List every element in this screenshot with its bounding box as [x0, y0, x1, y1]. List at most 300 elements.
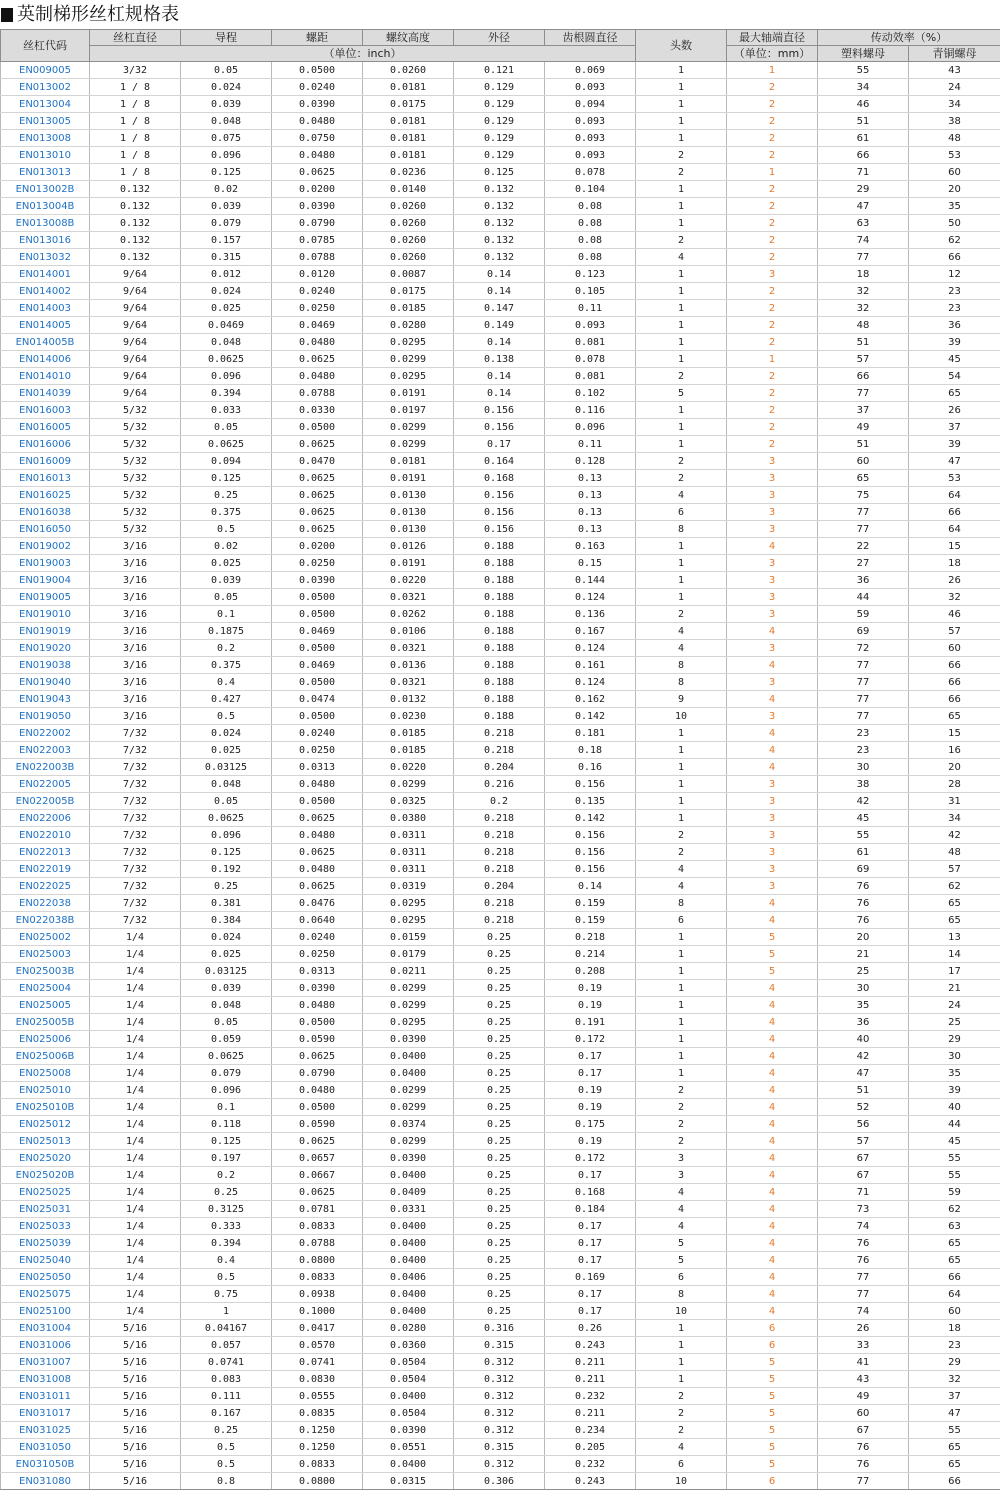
cell-outer-diameter: 0.156 [454, 402, 545, 419]
cell-max-shaft: 3 [727, 674, 818, 691]
cell-bronze-efficiency: 54 [909, 368, 1000, 385]
cell-max-shaft: 1 [727, 164, 818, 181]
cell-thread-height: 0.0299 [363, 351, 454, 368]
cell-max-shaft: 2 [727, 249, 818, 266]
cell-code: EN014002 [1, 283, 90, 300]
cell-plastic-efficiency: 60 [818, 453, 909, 470]
cell-bronze-efficiency: 63 [909, 1218, 1000, 1235]
cell-outer-diameter: 0.25 [454, 1082, 545, 1099]
cell-max-shaft: 2 [727, 419, 818, 436]
cell-starts: 1 [636, 929, 727, 946]
cell-thread-height: 0.0331 [363, 1201, 454, 1218]
cell-root-diameter: 0.081 [545, 368, 636, 385]
cell-diameter: 7/32 [90, 861, 181, 878]
cell-pitch: 0.0240 [272, 929, 363, 946]
cell-lead: 0.039 [181, 572, 272, 589]
cell-starts: 1 [636, 1320, 727, 1337]
header-pitch: 螺距 [272, 30, 363, 46]
cell-max-shaft: 5 [727, 1354, 818, 1371]
cell-plastic-efficiency: 67 [818, 1150, 909, 1167]
cell-outer-diameter: 0.156 [454, 487, 545, 504]
cell-starts: 4 [636, 861, 727, 878]
cell-bronze-efficiency: 37 [909, 1388, 1000, 1405]
cell-code: EN013013 [1, 164, 90, 181]
cell-code: EN031008 [1, 1371, 90, 1388]
cell-pitch: 0.0500 [272, 1014, 363, 1031]
cell-plastic-efficiency: 75 [818, 487, 909, 504]
cell-diameter: 3/16 [90, 606, 181, 623]
cell-root-diameter: 0.136 [545, 606, 636, 623]
cell-max-shaft: 5 [727, 946, 818, 963]
cell-thread-height: 0.0374 [363, 1116, 454, 1133]
cell-diameter: 3/16 [90, 623, 181, 640]
cell-root-diameter: 0.116 [545, 402, 636, 419]
cell-thread-height: 0.0236 [363, 164, 454, 181]
cell-diameter: 3/16 [90, 640, 181, 657]
cell-root-diameter: 0.105 [545, 283, 636, 300]
cell-thread-height: 0.0319 [363, 878, 454, 895]
cell-code: EN025010 [1, 1082, 90, 1099]
cell-thread-height: 0.0400 [363, 1286, 454, 1303]
cell-diameter: 5/16 [90, 1337, 181, 1354]
cell-diameter: 3/32 [90, 62, 181, 79]
cell-diameter: 9/64 [90, 317, 181, 334]
cell-max-shaft: 2 [727, 385, 818, 402]
cell-code: EN014005 [1, 317, 90, 334]
cell-lead: 0.5 [181, 1269, 272, 1286]
cell-root-diameter: 0.156 [545, 861, 636, 878]
table-row [1, 266, 1000, 283]
cell-plastic-efficiency: 44 [818, 589, 909, 606]
cell-thread-height: 0.0175 [363, 283, 454, 300]
cell-bronze-efficiency: 14 [909, 946, 1000, 963]
cell-plastic-efficiency: 18 [818, 266, 909, 283]
cell-diameter: 1/4 [90, 1303, 181, 1320]
cell-pitch: 0.0240 [272, 283, 363, 300]
table-row [1, 980, 1000, 997]
cell-max-shaft: 4 [727, 895, 818, 912]
cell-root-diameter: 0.19 [545, 1133, 636, 1150]
cell-thread-height: 0.0211 [363, 963, 454, 980]
cell-starts: 5 [636, 1235, 727, 1252]
cell-diameter: 0.132 [90, 215, 181, 232]
cell-max-shaft: 4 [727, 1116, 818, 1133]
cell-max-shaft: 2 [727, 300, 818, 317]
cell-starts: 6 [636, 504, 727, 521]
cell-outer-diameter: 0.312 [454, 1371, 545, 1388]
cell-thread-height: 0.0315 [363, 1473, 454, 1490]
cell-pitch: 0.0250 [272, 946, 363, 963]
cell-diameter: 1 / 8 [90, 130, 181, 147]
cell-pitch: 0.0790 [272, 1065, 363, 1082]
cell-plastic-efficiency: 76 [818, 878, 909, 895]
cell-outer-diameter: 0.25 [454, 1133, 545, 1150]
cell-root-diameter: 0.102 [545, 385, 636, 402]
cell-diameter: 5/32 [90, 487, 181, 504]
cell-lead: 0.333 [181, 1218, 272, 1235]
cell-root-diameter: 0.13 [545, 521, 636, 538]
cell-plastic-efficiency: 57 [818, 1133, 909, 1150]
cell-diameter: 1 / 8 [90, 147, 181, 164]
cell-plastic-efficiency: 71 [818, 164, 909, 181]
cell-starts: 1 [636, 538, 727, 555]
cell-starts: 1 [636, 793, 727, 810]
table-row [1, 249, 1000, 266]
cell-plastic-efficiency: 60 [818, 1405, 909, 1422]
cell-outer-diameter: 0.25 [454, 1286, 545, 1303]
cell-root-diameter: 0.218 [545, 929, 636, 946]
table-row [1, 793, 1000, 810]
cell-max-shaft: 3 [727, 640, 818, 657]
cell-outer-diameter: 0.306 [454, 1473, 545, 1490]
table-row [1, 1235, 1000, 1252]
cell-starts: 1 [636, 181, 727, 198]
table-row [1, 130, 1000, 147]
cell-outer-diameter: 0.25 [454, 1048, 545, 1065]
cell-thread-height: 0.0400 [363, 1065, 454, 1082]
cell-thread-height: 0.0130 [363, 504, 454, 521]
cell-outer-diameter: 0.204 [454, 878, 545, 895]
cell-root-diameter: 0.094 [545, 96, 636, 113]
cell-pitch: 0.0625 [272, 164, 363, 181]
table-row [1, 878, 1000, 895]
cell-diameter: 3/16 [90, 657, 181, 674]
cell-starts: 6 [636, 1269, 727, 1286]
cell-outer-diameter: 0.316 [454, 1320, 545, 1337]
cell-outer-diameter: 0.218 [454, 895, 545, 912]
cell-code: EN031080 [1, 1473, 90, 1490]
cell-lead: 0.025 [181, 946, 272, 963]
cell-outer-diameter: 0.188 [454, 572, 545, 589]
cell-pitch: 0.0625 [272, 1184, 363, 1201]
cell-starts: 8 [636, 1286, 727, 1303]
cell-plastic-efficiency: 63 [818, 215, 909, 232]
cell-bronze-efficiency: 60 [909, 640, 1000, 657]
cell-plastic-efficiency: 77 [818, 504, 909, 521]
cell-pitch: 0.1000 [272, 1303, 363, 1320]
cell-thread-height: 0.0130 [363, 521, 454, 538]
cell-max-shaft: 3 [727, 827, 818, 844]
table-row [1, 538, 1000, 555]
cell-max-shaft: 1 [727, 62, 818, 79]
cell-outer-diameter: 0.188 [454, 555, 545, 572]
cell-plastic-efficiency: 33 [818, 1337, 909, 1354]
cell-plastic-efficiency: 36 [818, 572, 909, 589]
cell-code: EN016006 [1, 436, 90, 453]
cell-lead: 0.4 [181, 1252, 272, 1269]
cell-lead: 0.024 [181, 283, 272, 300]
cell-starts: 1 [636, 283, 727, 300]
cell-plastic-efficiency: 51 [818, 436, 909, 453]
cell-pitch: 0.0480 [272, 1082, 363, 1099]
cell-code: EN025020 [1, 1150, 90, 1167]
cell-pitch: 0.0500 [272, 793, 363, 810]
cell-thread-height: 0.0360 [363, 1337, 454, 1354]
cell-outer-diameter: 0.218 [454, 861, 545, 878]
cell-starts: 1 [636, 62, 727, 79]
cell-diameter: 7/32 [90, 878, 181, 895]
cell-diameter: 7/32 [90, 810, 181, 827]
cell-pitch: 0.0313 [272, 759, 363, 776]
cell-lead: 0.079 [181, 1065, 272, 1082]
cell-outer-diameter: 0.14 [454, 266, 545, 283]
cell-lead: 0.167 [181, 1405, 272, 1422]
cell-thread-height: 0.0087 [363, 266, 454, 283]
cell-root-diameter: 0.19 [545, 997, 636, 1014]
cell-code: EN013008B [1, 215, 90, 232]
table-row [1, 1048, 1000, 1065]
cell-starts: 1 [636, 96, 727, 113]
cell-thread-height: 0.0280 [363, 1320, 454, 1337]
cell-diameter: 1 / 8 [90, 113, 181, 130]
table-row [1, 776, 1000, 793]
cell-diameter: 3/16 [90, 555, 181, 572]
cell-root-diameter: 0.169 [545, 1269, 636, 1286]
cell-code: EN013002 [1, 79, 90, 96]
cell-max-shaft: 3 [727, 844, 818, 861]
table-row [1, 895, 1000, 912]
cell-bronze-efficiency: 65 [909, 1456, 1000, 1473]
cell-max-shaft: 2 [727, 198, 818, 215]
cell-max-shaft: 3 [727, 878, 818, 895]
cell-code: EN022006 [1, 810, 90, 827]
cell-code: EN016025 [1, 487, 90, 504]
cell-outer-diameter: 0.2 [454, 793, 545, 810]
cell-pitch: 0.0667 [272, 1167, 363, 1184]
cell-lead: 0.1 [181, 606, 272, 623]
cell-lead: 0.024 [181, 929, 272, 946]
cell-lead: 0.083 [181, 1371, 272, 1388]
cell-root-diameter: 0.13 [545, 504, 636, 521]
cell-max-shaft: 2 [727, 181, 818, 198]
cell-starts: 2 [636, 1099, 727, 1116]
cell-code: EN022038 [1, 895, 90, 912]
cell-bronze-efficiency: 64 [909, 487, 1000, 504]
table-row [1, 1116, 1000, 1133]
cell-plastic-efficiency: 77 [818, 1269, 909, 1286]
cell-max-shaft: 4 [727, 759, 818, 776]
cell-lead: 0.0625 [181, 1048, 272, 1065]
cell-max-shaft: 4 [727, 1286, 818, 1303]
cell-code: EN022002 [1, 725, 90, 742]
cell-pitch: 0.0500 [272, 62, 363, 79]
cell-code: EN014006 [1, 351, 90, 368]
cell-plastic-efficiency: 74 [818, 1303, 909, 1320]
cell-lead: 0.075 [181, 130, 272, 147]
table-row [1, 1269, 1000, 1286]
cell-thread-height: 0.0185 [363, 742, 454, 759]
cell-max-shaft: 2 [727, 215, 818, 232]
cell-max-shaft: 2 [727, 402, 818, 419]
cell-outer-diameter: 0.129 [454, 96, 545, 113]
cell-bronze-efficiency: 20 [909, 181, 1000, 198]
cell-root-diameter: 0.167 [545, 623, 636, 640]
cell-code: EN025050 [1, 1269, 90, 1286]
cell-pitch: 0.0250 [272, 555, 363, 572]
table-row [1, 147, 1000, 164]
cell-bronze-efficiency: 62 [909, 878, 1000, 895]
cell-lead: 0.118 [181, 1116, 272, 1133]
cell-max-shaft: 5 [727, 963, 818, 980]
table-row [1, 1303, 1000, 1320]
cell-thread-height: 0.0260 [363, 232, 454, 249]
cell-outer-diameter: 0.312 [454, 1354, 545, 1371]
cell-lead: 0.094 [181, 453, 272, 470]
cell-plastic-efficiency: 51 [818, 113, 909, 130]
cell-plastic-efficiency: 74 [818, 1218, 909, 1235]
cell-max-shaft: 3 [727, 776, 818, 793]
cell-root-diameter: 0.135 [545, 793, 636, 810]
cell-thread-height: 0.0132 [363, 691, 454, 708]
cell-bronze-efficiency: 40 [909, 1099, 1000, 1116]
cell-pitch: 0.0200 [272, 538, 363, 555]
cell-bronze-efficiency: 36 [909, 317, 1000, 334]
cell-outer-diameter: 0.25 [454, 1099, 545, 1116]
cell-outer-diameter: 0.25 [454, 1065, 545, 1082]
cell-plastic-efficiency: 21 [818, 946, 909, 963]
cell-lead: 0.125 [181, 470, 272, 487]
table-row [1, 844, 1000, 861]
cell-max-shaft: 3 [727, 555, 818, 572]
cell-bronze-efficiency: 12 [909, 266, 1000, 283]
cell-diameter: 9/64 [90, 300, 181, 317]
cell-outer-diameter: 0.129 [454, 79, 545, 96]
cell-root-diameter: 0.15 [545, 555, 636, 572]
cell-pitch: 0.0500 [272, 589, 363, 606]
cell-starts: 8 [636, 657, 727, 674]
header-diameter: 丝杠直径 [90, 30, 181, 46]
table-row [1, 436, 1000, 453]
cell-diameter: 1/4 [90, 929, 181, 946]
cell-bronze-efficiency: 66 [909, 1269, 1000, 1286]
cell-plastic-efficiency: 76 [818, 895, 909, 912]
cell-thread-height: 0.0400 [363, 1303, 454, 1320]
table-row [1, 232, 1000, 249]
cell-starts: 1 [636, 113, 727, 130]
cell-pitch: 0.0480 [272, 827, 363, 844]
cell-lead: 0.5 [181, 708, 272, 725]
cell-outer-diameter: 0.188 [454, 674, 545, 691]
cell-bronze-efficiency: 23 [909, 300, 1000, 317]
cell-outer-diameter: 0.138 [454, 351, 545, 368]
cell-plastic-efficiency: 38 [818, 776, 909, 793]
cell-root-diameter: 0.17 [545, 1235, 636, 1252]
cell-max-shaft: 4 [727, 742, 818, 759]
cell-lead: 0.5 [181, 1456, 272, 1473]
cell-code: EN019038 [1, 657, 90, 674]
cell-root-diameter: 0.078 [545, 164, 636, 181]
cell-max-shaft: 3 [727, 572, 818, 589]
cell-root-diameter: 0.08 [545, 249, 636, 266]
cell-plastic-efficiency: 35 [818, 997, 909, 1014]
cell-starts: 2 [636, 844, 727, 861]
cell-outer-diameter: 0.188 [454, 623, 545, 640]
cell-outer-diameter: 0.121 [454, 62, 545, 79]
cell-root-diameter: 0.069 [545, 62, 636, 79]
cell-starts: 1 [636, 198, 727, 215]
cell-plastic-efficiency: 71 [818, 1184, 909, 1201]
cell-pitch: 0.0790 [272, 215, 363, 232]
table-row [1, 1439, 1000, 1456]
cell-pitch: 0.0390 [272, 980, 363, 997]
cell-thread-height: 0.0299 [363, 1133, 454, 1150]
cell-code: EN016013 [1, 470, 90, 487]
cell-starts: 3 [636, 1150, 727, 1167]
cell-thread-height: 0.0321 [363, 589, 454, 606]
cell-code: EN022013 [1, 844, 90, 861]
cell-lead: 0.3125 [181, 1201, 272, 1218]
cell-outer-diameter: 0.25 [454, 1252, 545, 1269]
table-row [1, 657, 1000, 674]
cell-root-diameter: 0.232 [545, 1388, 636, 1405]
cell-thread-height: 0.0220 [363, 572, 454, 589]
cell-lead: 0.157 [181, 232, 272, 249]
cell-outer-diameter: 0.315 [454, 1439, 545, 1456]
cell-plastic-efficiency: 42 [818, 793, 909, 810]
cell-max-shaft: 4 [727, 912, 818, 929]
cell-pitch: 0.0330 [272, 402, 363, 419]
cell-lead: 0.05 [181, 1014, 272, 1031]
cell-lead: 0.05 [181, 419, 272, 436]
cell-pitch: 0.0480 [272, 147, 363, 164]
cell-lead: 0.048 [181, 334, 272, 351]
cell-max-shaft: 4 [727, 1031, 818, 1048]
cell-bronze-efficiency: 66 [909, 691, 1000, 708]
cell-root-diameter: 0.124 [545, 640, 636, 657]
cell-pitch: 0.0313 [272, 963, 363, 980]
cell-diameter: 1/4 [90, 1031, 181, 1048]
cell-starts: 1 [636, 351, 727, 368]
cell-diameter: 7/32 [90, 895, 181, 912]
table-row [1, 368, 1000, 385]
cell-root-diameter: 0.26 [545, 1320, 636, 1337]
cell-outer-diameter: 0.17 [454, 436, 545, 453]
cell-thread-height: 0.0191 [363, 470, 454, 487]
cell-max-shaft: 4 [727, 1218, 818, 1235]
cell-plastic-efficiency: 65 [818, 470, 909, 487]
cell-max-shaft: 3 [727, 487, 818, 504]
cell-pitch: 0.0590 [272, 1031, 363, 1048]
cell-thread-height: 0.0220 [363, 759, 454, 776]
cell-diameter: 5/32 [90, 521, 181, 538]
cell-starts: 1 [636, 997, 727, 1014]
cell-code: EN013010 [1, 147, 90, 164]
cell-plastic-efficiency: 77 [818, 1286, 909, 1303]
cell-thread-height: 0.0299 [363, 1082, 454, 1099]
cell-plastic-efficiency: 32 [818, 283, 909, 300]
cell-bronze-efficiency: 23 [909, 283, 1000, 300]
cell-starts: 2 [636, 1116, 727, 1133]
cell-bronze-efficiency: 20 [909, 759, 1000, 776]
cell-code: EN025005B [1, 1014, 90, 1031]
cell-bronze-efficiency: 55 [909, 1422, 1000, 1439]
cell-outer-diameter: 0.25 [454, 1116, 545, 1133]
cell-starts: 2 [636, 1422, 727, 1439]
cell-bronze-efficiency: 23 [909, 1337, 1000, 1354]
cell-diameter: 5/16 [90, 1422, 181, 1439]
cell-pitch: 0.0833 [272, 1456, 363, 1473]
table-row [1, 589, 1000, 606]
cell-code: EN031025 [1, 1422, 90, 1439]
cell-root-diameter: 0.19 [545, 980, 636, 997]
cell-bronze-efficiency: 45 [909, 1133, 1000, 1150]
cell-bronze-efficiency: 66 [909, 657, 1000, 674]
cell-starts: 5 [636, 1252, 727, 1269]
cell-plastic-efficiency: 57 [818, 351, 909, 368]
cell-root-diameter: 0.175 [545, 1116, 636, 1133]
cell-pitch: 0.0788 [272, 1235, 363, 1252]
cell-code: EN022025 [1, 878, 90, 895]
